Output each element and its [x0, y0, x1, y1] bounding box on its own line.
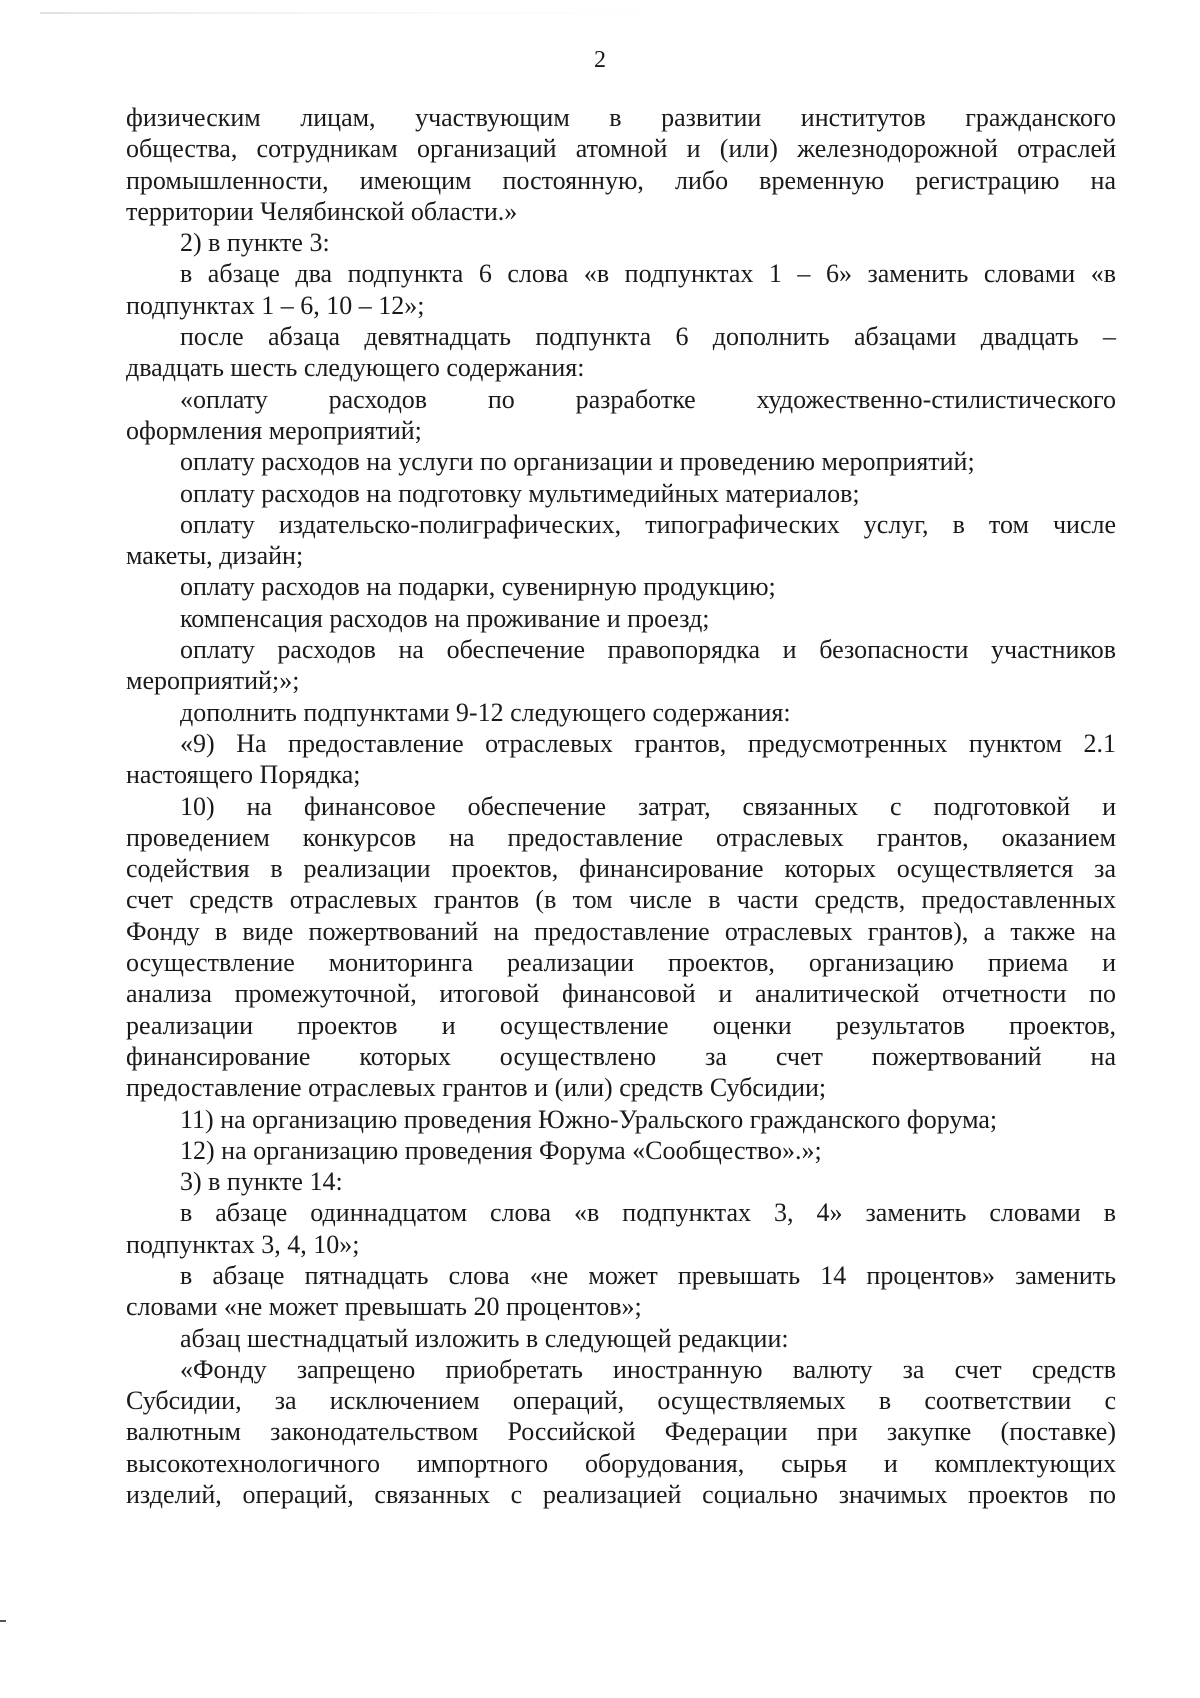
text-line: в абзаце пятнадцать слова «не может превышать 14 процентов» заменить — [180, 1260, 1116, 1290]
paragraph — [126, 258, 1116, 321]
scan-artifact-edge — [0, 1620, 6, 1622]
text-line: оплату расходов на обеспечение правопорядка и безопасности участников — [180, 635, 1116, 665]
paragraph — [126, 1260, 1116, 1323]
text-line: анализа промежуточной, итоговой финансовой и аналитической отчетности по — [126, 979, 1116, 1009]
text-line: подпунктах 1 – 6, 10 – 12»; — [126, 290, 425, 320]
text-line: 3) в пункте 14: — [180, 1167, 343, 1197]
text-line: в абзаце два подпункта 6 слова «в подпунктах 1 – 6» заменить словами «в — [180, 259, 1116, 289]
text-line: изделий, операций, связанных с реализацией социально значимых проектов по — [126, 1480, 1116, 1510]
text-line: счет средств отраслевых грантов (в том числе в части средств, предоставленных — [126, 885, 1116, 915]
paragraph — [126, 478, 1116, 509]
text-line: оплату расходов на подготовку мультимедийных материалов; — [180, 478, 860, 508]
text-line: настоящего Порядка; — [126, 760, 361, 790]
text-line: физическим лицам, участвующим в развитии институтов гражданского — [126, 103, 1116, 132]
text-line: компенсация расходов на проживание и проезд; — [180, 603, 710, 633]
paragraph — [126, 446, 1116, 477]
text-line: оплату расходов на услуги по организации и проведению мероприятий; — [180, 447, 975, 477]
text-line: Фонду в виде пожертвований на предоставление отраслевых грантов), а также на — [126, 916, 1116, 946]
text-line: подпунктах 3, 4, 10»; — [126, 1229, 360, 1259]
text-line: реализации проектов и осуществление оценки результатов проектов, — [126, 1010, 1116, 1040]
text-line: предоставление отраслевых грантов и (или) средств Субсидии; — [126, 1073, 827, 1103]
text-line: оформления мероприятий; — [126, 415, 422, 445]
text-line: 2) в пункте 3: — [180, 228, 330, 258]
text-line: мероприятий;»; — [126, 666, 300, 696]
text-line: в абзаце одиннадцатом слова «в подпунктах 3, 4» заменить словами в — [180, 1198, 1116, 1228]
text-line: валютным законодательством Российской Федерации при закупке (поставке) — [126, 1417, 1116, 1447]
text-line: абзац шестнадцатый изложить в следующей редакции: — [180, 1323, 789, 1353]
text-line: проведением конкурсов на предоставление отраслевых грантов, оказанием — [126, 822, 1116, 852]
text-line: Субсидии, за исключением операций, осуществляемых в соответствии с — [126, 1386, 1116, 1416]
text-line: территории Челябинской области.» — [126, 196, 518, 226]
paragraph — [126, 697, 1116, 728]
text-line: высокотехнологичного импортного оборудования, сырья и комплектующих — [126, 1448, 1116, 1478]
paragraph — [126, 1354, 1116, 1510]
text-line: «оплату расходов по разработке художественно-стилистического — [180, 384, 1116, 414]
paragraph — [126, 728, 1116, 791]
paragraph — [126, 1104, 1116, 1135]
paragraph — [126, 1197, 1116, 1260]
text-line: 11) на организацию проведения Южно-Уральского гражданского форума; — [180, 1104, 998, 1134]
paragraph — [126, 321, 1116, 384]
paragraph — [126, 509, 1116, 572]
text-line: осуществление мониторинга реализации проектов, организацию приема и — [126, 948, 1116, 978]
scan-artifact-top — [40, 12, 660, 14]
text-line: после абзаца девятнадцать подпункта 6 дополнить абзацами двадцать – — [180, 322, 1116, 352]
text-line: оплату расходов на подарки, сувенирную продукцию; — [180, 572, 776, 602]
paragraph — [126, 102, 1116, 227]
document-body — [126, 102, 1116, 1510]
paragraph — [126, 1166, 1116, 1197]
text-line: 12) на организацию проведения Форума «Сообщество».»; — [180, 1135, 822, 1165]
paragraph — [126, 1135, 1116, 1166]
paragraph — [126, 603, 1116, 634]
paragraph — [126, 634, 1116, 697]
paragraph — [126, 384, 1116, 447]
text-line: содействия в реализации проектов, финансирование которых осуществляется за — [126, 854, 1116, 884]
paragraph — [126, 791, 1116, 1104]
text-line: «9) На предоставление отраслевых грантов, предусмотренных пунктом 2.1 — [180, 728, 1116, 758]
text-line: макеты, дизайн; — [126, 541, 304, 571]
text-line: финансирование которых осуществлено за счет пожертвований на — [126, 1041, 1116, 1071]
text-line: «Фонду запрещено приобретать иностранную валюту за счет средств — [180, 1354, 1116, 1384]
text-line: двадцать шесть следующего содержания: — [126, 353, 585, 383]
text-line: 10) на финансовое обеспечение затрат, связанных с подготовкой и — [180, 791, 1116, 821]
text-line: словами «не может превышать 20 процентов»; — [126, 1292, 642, 1322]
text-line: оплату издательско-полиграфических, типографических услуг, в том числе — [180, 509, 1116, 539]
text-line: дополнить подпунктами 9-12 следующего содержания: — [180, 697, 791, 727]
paragraph — [126, 227, 1116, 258]
page-number: 2 — [594, 47, 606, 73]
paragraph — [126, 571, 1116, 602]
paragraph — [126, 1323, 1116, 1354]
text-line: общества, сотрудникам организаций атомной и (или) железнодорожной отраслей — [126, 134, 1116, 164]
text-line: промышленности, имеющим постоянную, либо временную регистрацию на — [126, 165, 1116, 195]
